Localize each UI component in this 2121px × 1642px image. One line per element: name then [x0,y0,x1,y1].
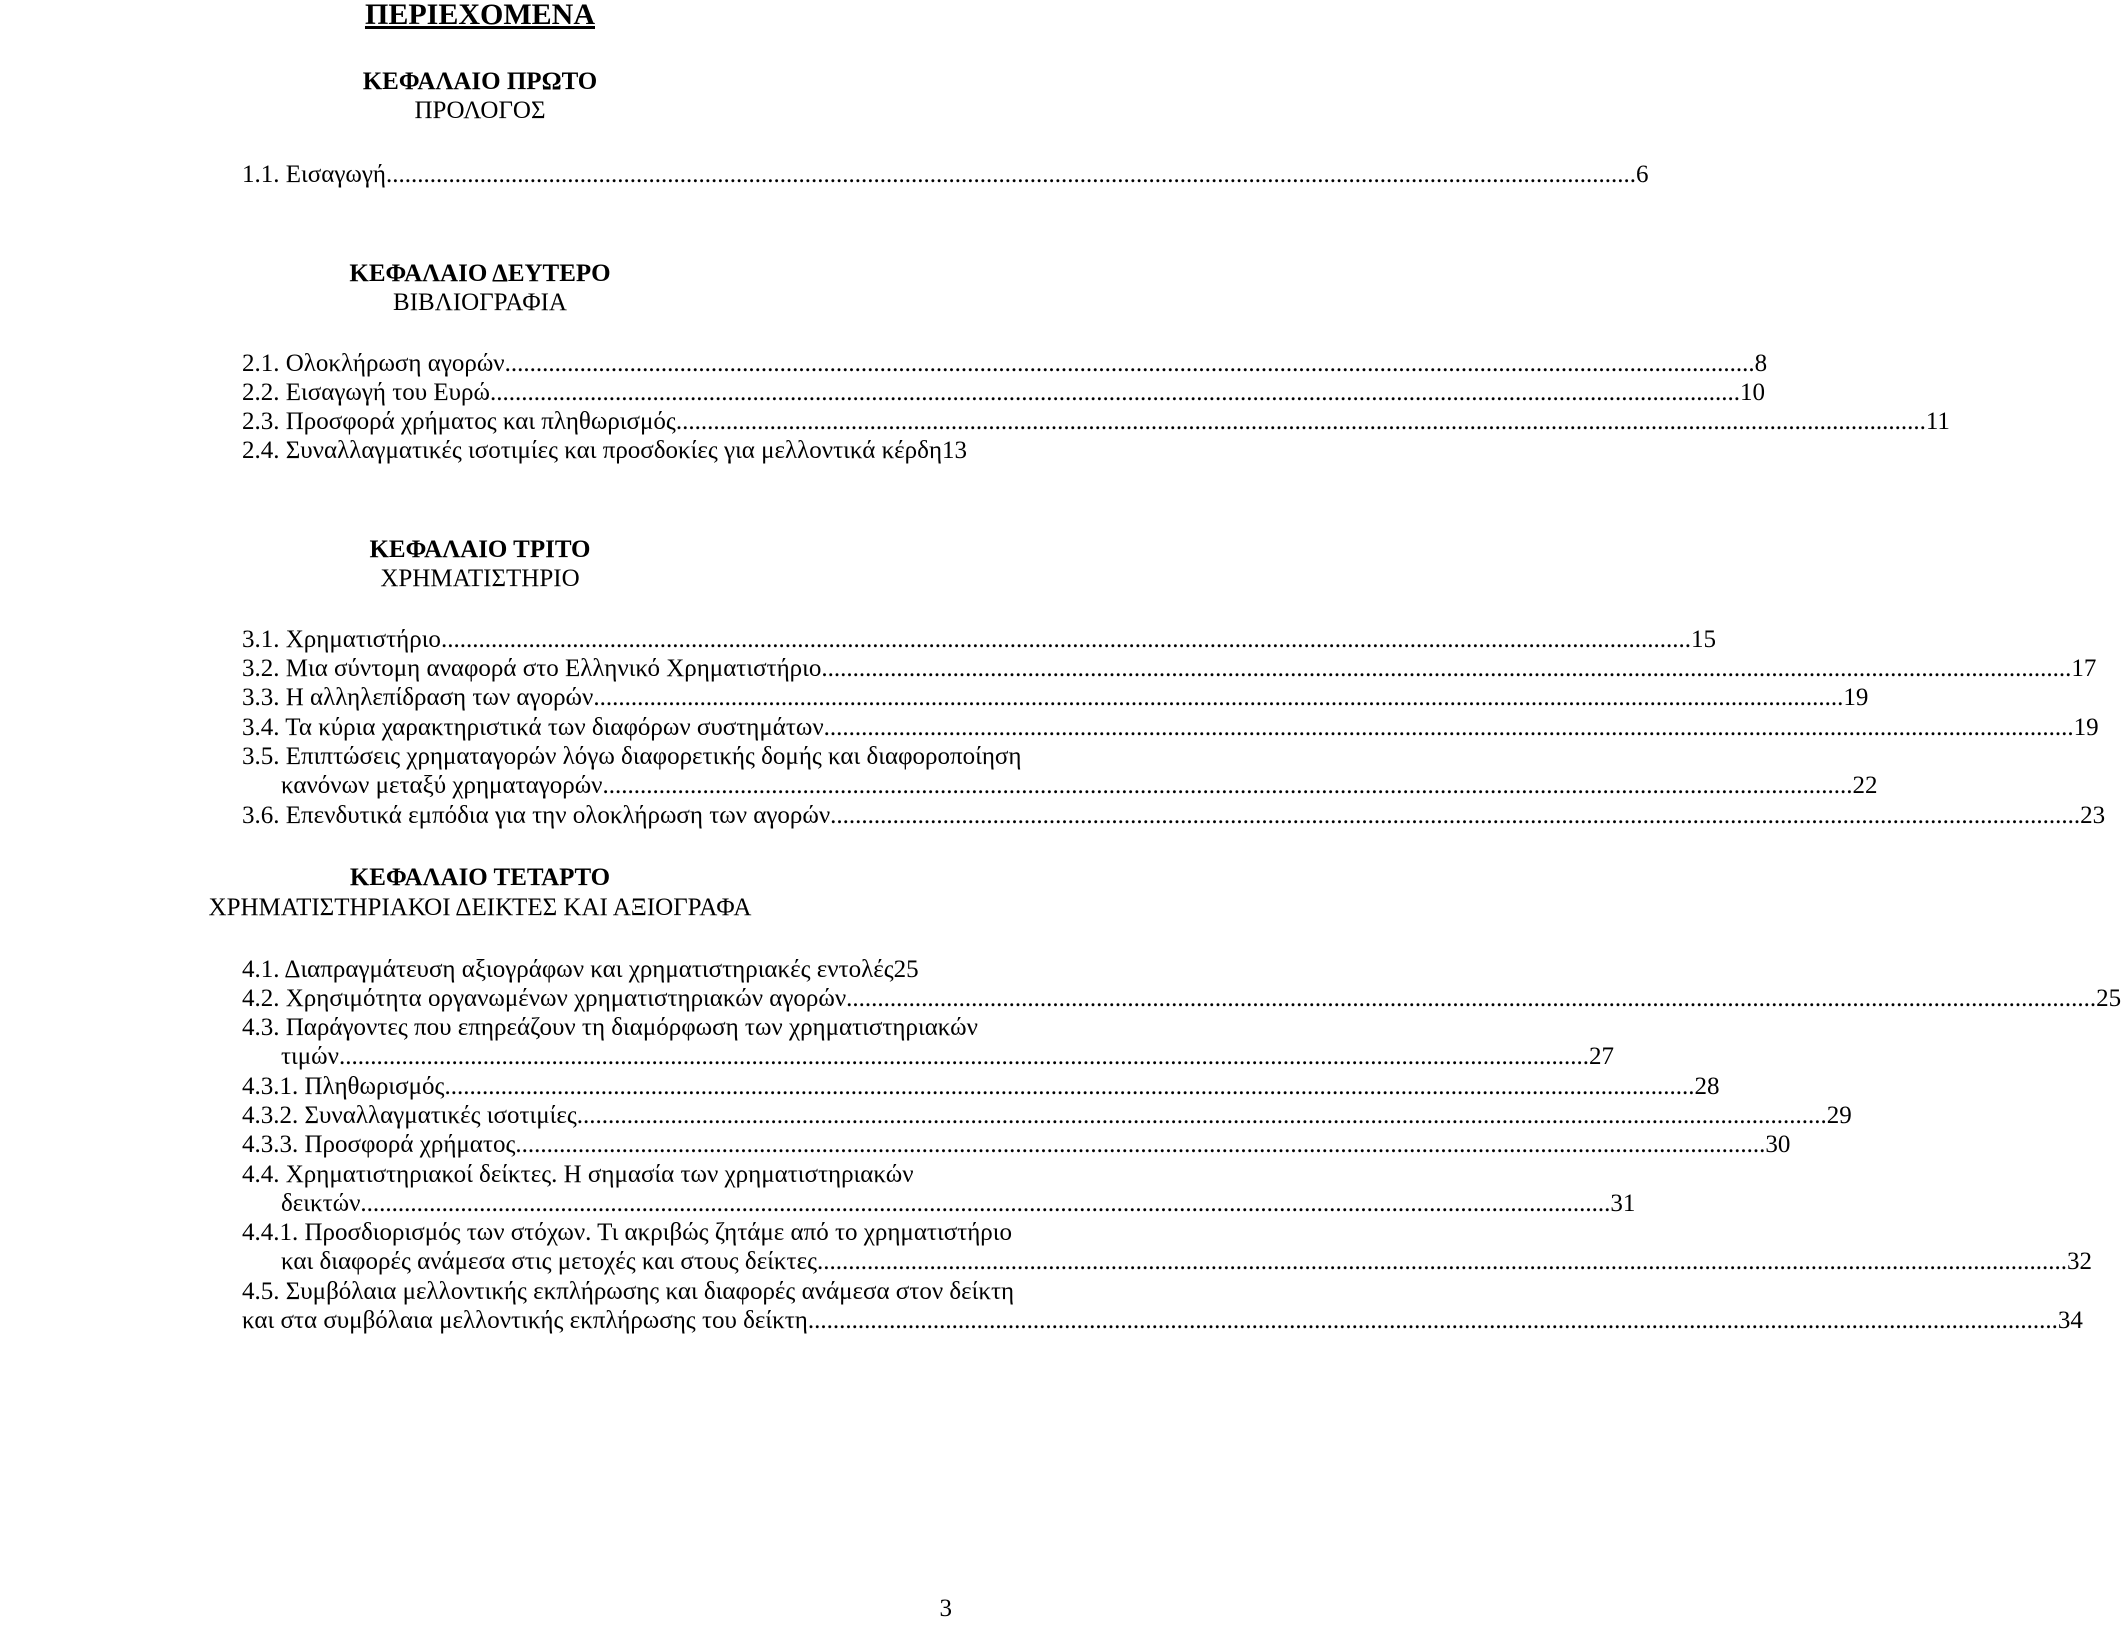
toc-entry-4-4[interactable] [281,1189,1636,1219]
toc-entry-label: κανόνων μεταξύ χρηματαγορών [281,772,603,799]
leader-dots [676,407,1926,437]
toc-entry-page: 34 [2057,1307,2083,1334]
chapter-2-subheading: ΒΙΒΛΙΟΓΡΑΦΙΑ [393,289,567,316]
leader-dots [386,160,1636,190]
toc-entry-label: 4.3.1. Πληθωρισμός [242,1073,445,1100]
toc-entry-label: δεικτών [281,1190,361,1217]
toc-entry-page: 32 [2066,1248,2092,1275]
toc-entry-page: 6 [1635,161,1649,188]
toc-entry-page: 25 [893,956,919,983]
toc-entry-page: 8 [1754,350,1768,377]
toc-entry-page: 13 [942,437,968,464]
toc-entry-label: 2.2. Εισαγωγή του Ευρώ [242,379,490,406]
page-number: 3 [939,1595,952,1622]
toc-entry-3-3[interactable] [242,683,1869,713]
toc-entry-3-4[interactable] [242,713,2099,743]
leader-dots [515,1130,1765,1160]
chapter-2-heading: ΚΕΦΑΛΑΙΟ ΔΕΥΤΕΡΟ [349,260,611,287]
toc-entry-label: και διαφορές ανάμεσα στις μετοχές και στους δείκτες [281,1248,817,1275]
leader-dots [602,771,1852,801]
toc-entry-page: 22 [1852,772,1878,799]
toc-entry-2-3[interactable] [242,407,1950,437]
toc-entry-label: 2.3. Προσφορά χρήματος και πληθωρισμός [242,408,676,435]
toc-entry-page: 27 [1588,1043,1614,1070]
leader-dots [339,1042,1589,1072]
toc-entry-label: 4.3.2. Συναλλαγματικές ισοτιμίες [242,1102,577,1129]
toc-entry-label: 3.4. Τα κύρια χαρακτηριστικά των διαφόρων συστημάτων [242,714,824,741]
chapter-3-subheading: ΧΡΗΜΑΤΙΣΤΗΡΙΟ [380,565,580,592]
toc-entry-page: 11 [1925,408,1950,435]
toc-entry-4-3-2[interactable] [242,1101,1852,1131]
toc-entry-page: 31 [1610,1190,1636,1217]
leader-dots [846,984,2096,1014]
toc-entry-4-4-first-line[interactable]: 4.4. Χρηματιστηριακοί δείκτες. Η σημασία των χρηματιστηριακών [242,1161,914,1188]
leader-dots [577,1101,1827,1131]
chapter-4-heading: ΚΕΦΑΛΑΙΟ ΤΕΤΑΡΤΟ [349,864,611,891]
toc-entry-label: 2.1. Ολοκλήρωση αγορών [242,350,505,377]
leader-dots [824,713,2074,743]
toc-entry-3-2[interactable] [242,654,2097,684]
leader-dots [490,378,1740,408]
toc-entry-label: 3.6. Επενδυτικά εμπόδια για την ολοκλήρωση των αγορών [242,802,831,829]
toc-entry-label: 4.2. Χρησιμότητα οργανωμένων χρηματιστηριακών αγορών [242,985,847,1012]
toc-entry-2-4[interactable] [242,436,968,466]
toc-entry-page: 28 [1694,1073,1720,1100]
chapter-3-heading: ΚΕΦΑΛΑΙΟ ΤΡΙΤΟ [369,536,591,563]
toc-entry-label: τιμών [281,1043,339,1070]
leader-dots [821,654,2071,684]
toc-entry-3-5[interactable] [281,771,1878,801]
toc-entry-3-6[interactable] [242,801,2106,831]
toc-entry-label: 3.1. Χρηματιστήριο [242,626,441,653]
leader-dots [505,349,1755,379]
toc-entry-4-1[interactable] [242,955,919,985]
toc-entry-label: 3.3. Η αλληλεπίδραση των αγορών [242,684,594,711]
toc-entry-page: 30 [1765,1131,1791,1158]
toc-entry-4-4-1-first-line[interactable]: 4.4.1. Προσδιορισμός των στόχων. Τι ακριβώς ζητάμε από το χρηματιστήριο [242,1219,1012,1246]
toc-entry-label: 4.3.3. Προσφορά χρήματος [242,1131,516,1158]
leader-dots [817,1247,2067,1277]
toc-entry-1-1[interactable] [242,160,1649,190]
toc-entry-4-5-first-line[interactable]: 4.5. Συμβόλαια μελλοντικής εκπλήρωσης και διαφορές ανάμεσα στον δείκτη [242,1278,1015,1305]
toc-entry-2-2[interactable] [242,378,1765,408]
toc-entry-label: 3.2. Μια σύντομη αναφορά στο Ελληνικό Χρηματιστήριο [242,655,822,682]
toc-entry-4-3-3[interactable] [242,1130,1791,1160]
toc-entry-3-1[interactable] [242,625,1716,655]
leader-dots [360,1189,1610,1219]
toc-entry-2-1[interactable] [242,349,1768,379]
page-title: ΠΕΡΙΕΧΟΜΕΝΑ [364,0,595,31]
chapter-4-subheading: ΧΡΗΜΑΤΙΣΤΗΡΙΑΚΟΙ ΔΕΙΚΤΕΣ ΚΑΙ ΑΞΙΟΓΡΑΦΑ [208,894,752,921]
leader-dots [830,801,2080,831]
toc-entry-label: 2.4. Συναλλαγματικές ισοτιμίες και προσδοκίες για μελλοντικά κέρδη [242,437,943,464]
toc-entry-page: 10 [1739,379,1765,406]
toc-entry-page: 29 [1826,1102,1852,1129]
toc-entry-page: 19 [1843,684,1869,711]
toc-entry-label: 1.1. Εισαγωγή [242,161,386,188]
toc-entry-4-3-1[interactable] [242,1072,1720,1102]
toc-entry-page: 15 [1690,626,1716,653]
toc-entry-3-5-first-line[interactable]: 3.5. Επιπτώσεις χρηματαγορών λόγω διαφορετικής δομής και διαφοροποίηση [242,743,1022,770]
toc-entry-label: 4.1. Διαπραγμάτευση αξιογράφων και χρηματιστηριακές εντολές [242,956,894,983]
toc-entry-4-4-1[interactable] [281,1247,2092,1277]
leader-dots [441,625,1691,655]
toc-entry-label: και στα συμβόλαια μελλοντικής εκπλήρωσης του δείκτη [242,1307,808,1334]
leader-dots [444,1072,1694,1102]
leader-dots [808,1306,2058,1336]
toc-entry-page: 19 [2073,714,2099,741]
toc-entry-4-5[interactable] [242,1306,2083,1336]
toc-entry-4-3[interactable] [281,1042,1614,1072]
toc-entry-page: 25 [2096,985,2121,1012]
chapter-1-subheading: ΠΡΟΛΟΓΟΣ [414,97,546,124]
toc-entry-page: 23 [2080,802,2106,829]
toc-entry-page: 17 [2071,655,2097,682]
leader-dots [593,683,1843,713]
toc-entry-4-3-first-line[interactable]: 4.3. Παράγοντες που επηρεάζουν τη διαμόρφωση των χρηματιστηριακών [242,1014,978,1041]
chapter-1-heading: ΚΕΦΑΛΑΙΟ ΠΡΩΤΟ [362,68,598,95]
toc-entry-4-2[interactable] [242,984,2121,1014]
